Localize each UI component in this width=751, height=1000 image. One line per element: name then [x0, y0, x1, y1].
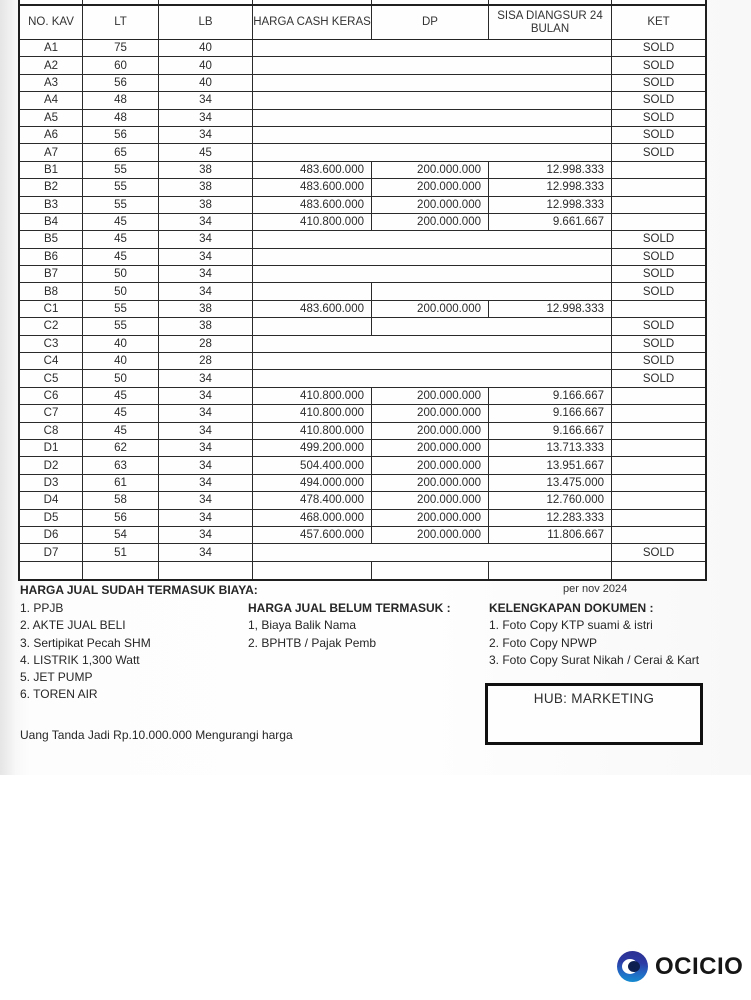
cell-merged-empty — [253, 40, 612, 56]
table-row — [20, 492, 705, 509]
cell-sisa: 9.661.667 — [489, 214, 612, 230]
cell-harga: 504.400.000 — [253, 457, 372, 473]
table-row — [20, 475, 705, 492]
cell-harga: 483.600.000 — [253, 197, 372, 213]
cell-lt: 40 — [83, 336, 159, 352]
cell-ket — [612, 162, 705, 178]
cell-lt — [83, 562, 159, 579]
cell-merged-empty — [253, 127, 612, 143]
cell-lb: 28 — [159, 336, 253, 352]
cell-lt: 56 — [83, 127, 159, 143]
cell-lb: 38 — [159, 197, 253, 213]
cell-kav: D1 — [20, 440, 83, 456]
cell-harga: 410.800.000 — [253, 214, 372, 230]
table-row — [20, 440, 705, 457]
cell-ket: SOLD — [642, 42, 675, 55]
cell-harga: 483.600.000 — [253, 162, 372, 178]
cell-ket — [612, 562, 705, 579]
documents-item: 2. Foto Copy NPWP — [489, 635, 598, 650]
cell-kav: B3 — [20, 197, 83, 213]
column-header-kav: NO. KAV — [20, 6, 83, 39]
table-row — [20, 457, 705, 474]
cell-ket: SOLD — [642, 59, 675, 72]
cell-sisa: 12.283.333 — [489, 510, 612, 526]
deposit-note: Uang Tanda Jadi Rp.10.000.000 Mengurangi harga — [20, 728, 293, 742]
cell-lt: 58 — [83, 492, 159, 508]
included-item: 6. TOREN AIR — [20, 687, 98, 702]
cell-kav: A5 — [20, 110, 83, 126]
cell-lt: 55 — [83, 179, 159, 195]
cell-ket — [612, 457, 705, 473]
cell-dp: 200.000.000 — [372, 423, 489, 439]
cell-lb: 34 — [159, 510, 253, 526]
cell-lb: 34 — [159, 544, 253, 560]
table-row — [20, 231, 705, 248]
cell-ket — [612, 510, 705, 526]
cell-lt: 45 — [83, 214, 159, 230]
cell-sisa: 12.998.333 — [489, 162, 612, 178]
cell-kav: D2 — [20, 457, 83, 473]
cell-ket — [612, 197, 705, 213]
cell-lt: 55 — [83, 301, 159, 317]
table-row — [20, 197, 705, 214]
table-row — [20, 370, 705, 387]
documents-item: 3. Foto Copy Surat Nikah / Cerai & Kart — [489, 652, 700, 667]
price-table-body — [20, 40, 705, 579]
cell-lb: 34 — [159, 423, 253, 439]
cell-dp: 200.000.000 — [372, 527, 489, 543]
documents-item: 1. Foto Copy KTP suami & istri — [489, 618, 653, 633]
cell-lt: 55 — [83, 318, 159, 334]
cell-harga: 483.600.000 — [253, 179, 372, 195]
cell-sisa: 13.475.000 — [489, 475, 612, 491]
cell-dp: 200.000.000 — [372, 492, 489, 508]
cell-kav: C5 — [20, 370, 83, 386]
included-item: 5. JET PUMP — [20, 670, 93, 685]
cell-harga — [253, 562, 372, 579]
column-header-harga: HARGA CASH KERAS — [253, 6, 372, 39]
table-row — [20, 75, 705, 92]
cell-lt: 51 — [83, 544, 159, 560]
cell-sisa: 13.951.667 — [489, 457, 612, 473]
cell-merged-empty — [253, 231, 612, 247]
cell-harga: 410.800.000 — [253, 423, 372, 439]
cell-dp: 200.000.000 — [372, 405, 489, 421]
cell-lb: 34 — [159, 249, 253, 265]
cell-lb: 34 — [159, 475, 253, 491]
cell-kav: B1 — [20, 162, 83, 178]
cell-ket — [612, 388, 705, 404]
table-row — [20, 336, 705, 353]
cell-dp: 200.000.000 — [372, 197, 489, 213]
table-row — [20, 40, 705, 57]
documents-title: KELENGKAPAN DOKUMEN : — [489, 601, 654, 615]
cell-lt: 56 — [83, 510, 159, 526]
cell-lt: 75 — [83, 40, 159, 56]
per-date-note: per nov 2024 — [563, 583, 628, 595]
cell-kav: B7 — [20, 266, 83, 282]
cell-dp: 200.000.000 — [372, 457, 489, 473]
cell-ket — [612, 405, 705, 421]
cell-merged-empty — [253, 144, 612, 160]
cell-sisa: 12.998.333 — [489, 301, 612, 317]
cell-sisa: 12.998.333 — [489, 197, 612, 213]
cell-ket: SOLD — [642, 372, 675, 385]
cell-lt: 56 — [83, 75, 159, 91]
cell-lb: 34 — [159, 440, 253, 456]
cell-kav: A3 — [20, 75, 83, 91]
cell-merged-empty — [253, 110, 612, 126]
cell-sisa: 12.760.000 — [489, 492, 612, 508]
excluded-item: 2. BPHTB / Pajak Pemb — [248, 635, 377, 650]
cell-harga: 483.600.000 — [253, 301, 372, 317]
excluded-item: 1, Biaya Balik Nama — [248, 618, 357, 633]
cell-lt: 55 — [83, 162, 159, 178]
cell-harga — [253, 318, 372, 334]
cell-merged-empty — [253, 75, 612, 91]
cell-kav: C1 — [20, 301, 83, 317]
cell-dp: 200.000.000 — [372, 510, 489, 526]
cell-sisa — [489, 562, 612, 579]
cell-lt: 50 — [83, 266, 159, 282]
table-row — [20, 318, 705, 335]
cell-ket — [612, 440, 705, 456]
cell-lt: 63 — [83, 457, 159, 473]
cell-merged-empty — [253, 57, 612, 73]
table-row — [20, 127, 705, 144]
cell-harga: 457.600.000 — [253, 527, 372, 543]
cell-lt: 65 — [83, 144, 159, 160]
cell-ket: SOLD — [642, 355, 675, 368]
cell-merged-empty — [253, 370, 612, 386]
excluded-list — [248, 600, 451, 652]
cell-lb: 34 — [159, 231, 253, 247]
cell-kav: A4 — [20, 92, 83, 108]
cell-ket: SOLD — [642, 111, 675, 124]
cell-dp: 200.000.000 — [372, 162, 489, 178]
cell-dp — [372, 562, 489, 579]
cell-dp: 200.000.000 — [372, 388, 489, 404]
table-row — [20, 283, 705, 300]
cell-lb: 34 — [159, 266, 253, 282]
cell-harga: 468.000.000 — [253, 510, 372, 526]
table-row — [20, 544, 705, 561]
cell-merged-empty — [253, 266, 612, 282]
cell-lb: 38 — [159, 179, 253, 195]
cell-kav: C6 — [20, 388, 83, 404]
table-row — [20, 301, 705, 318]
cell-lt: 40 — [83, 353, 159, 369]
hub-marketing-label: HUB: MARKETING — [533, 691, 655, 706]
cell-ket: SOLD — [642, 546, 675, 559]
cell-lt: 60 — [83, 57, 159, 73]
cell-kav: B6 — [20, 249, 83, 265]
cell-ket: SOLD — [642, 320, 675, 333]
cell-harga: 410.800.000 — [253, 405, 372, 421]
cell-lb — [159, 562, 253, 579]
table-row — [20, 249, 705, 266]
cell-lt: 54 — [83, 527, 159, 543]
cell-kav: C3 — [20, 336, 83, 352]
cell-dp: 200.000.000 — [372, 440, 489, 456]
cell-kav: D7 — [20, 544, 83, 560]
cell-lb: 34 — [159, 492, 253, 508]
cell-merged-empty — [253, 92, 612, 108]
cell-kav: B5 — [20, 231, 83, 247]
column-header-lt: LT — [83, 6, 159, 39]
cell-ket: SOLD — [642, 250, 675, 263]
cell-ket — [612, 301, 705, 317]
cell-lb: 34 — [159, 110, 253, 126]
cell-lt: 50 — [83, 370, 159, 386]
cell-sisa: 13.713.333 — [489, 440, 612, 456]
column-header-ket: KET — [647, 16, 670, 29]
cell-lb: 38 — [159, 162, 253, 178]
cell-kav: A7 — [20, 144, 83, 160]
cell-lt: 48 — [83, 110, 159, 126]
cell-dp: 200.000.000 — [372, 179, 489, 195]
cell-lb: 34 — [159, 127, 253, 143]
cell-kav: C4 — [20, 353, 83, 369]
table-row — [20, 57, 705, 74]
included-item: 4. LISTRIK 1,300 Watt — [20, 652, 140, 667]
cell-merged-empty — [253, 353, 612, 369]
table-header-row — [20, 4, 705, 40]
cell-lb: 40 — [159, 75, 253, 91]
cell-harga: 499.200.000 — [253, 440, 372, 456]
cell-lb: 34 — [159, 457, 253, 473]
cell-sisa: 11.806.667 — [489, 527, 612, 543]
cell-sisa: 12.998.333 — [489, 179, 612, 195]
price-table — [18, 0, 707, 581]
cell-ket — [612, 492, 705, 508]
cell-kav: A1 — [20, 40, 83, 56]
cell-ket: SOLD — [642, 337, 675, 350]
column-header-sisa: SISA DIANGSUR 24 BULAN — [489, 6, 612, 39]
cell-merged-empty — [372, 283, 612, 299]
included-item: 3. Sertipikat Pecah SHM — [20, 635, 151, 650]
cell-sisa: 9.166.667 — [489, 423, 612, 439]
cell-lb: 34 — [159, 370, 253, 386]
cell-lt: 45 — [83, 423, 159, 439]
cell-ket: SOLD — [642, 268, 675, 281]
ocicio-sphere-icon — [617, 951, 648, 982]
cell-ket — [612, 475, 705, 491]
cell-kav: C2 — [20, 318, 83, 334]
cell-lb: 34 — [159, 214, 253, 230]
table-row — [20, 388, 705, 405]
cell-lb: 34 — [159, 527, 253, 543]
cell-lt: 55 — [83, 197, 159, 213]
cell-kav: B8 — [20, 283, 83, 299]
cell-kav — [20, 562, 83, 579]
table-row — [20, 214, 705, 231]
cell-harga: 494.000.000 — [253, 475, 372, 491]
cell-kav: D4 — [20, 492, 83, 508]
cell-ket — [612, 423, 705, 439]
table-row — [20, 162, 705, 179]
cell-harga — [253, 283, 372, 299]
cell-merged-empty — [253, 336, 612, 352]
column-header-dp: DP — [372, 6, 489, 39]
cell-kav: A2 — [20, 57, 83, 73]
cell-ket: SOLD — [642, 233, 675, 246]
documents-list — [489, 600, 699, 669]
cell-kav: C7 — [20, 405, 83, 421]
cell-merged-empty — [253, 544, 612, 560]
cell-lt: 48 — [83, 92, 159, 108]
cell-ket: SOLD — [642, 76, 675, 89]
cell-lb: 40 — [159, 40, 253, 56]
table-row — [20, 92, 705, 109]
cell-kav: D6 — [20, 527, 83, 543]
cell-kav: B2 — [20, 179, 83, 195]
hub-marketing-box — [485, 683, 703, 745]
included-item: 2. AKTE JUAL BELI — [20, 618, 126, 633]
cell-dp: 200.000.000 — [372, 214, 489, 230]
cell-kav: D3 — [20, 475, 83, 491]
cell-lt: 45 — [83, 231, 159, 247]
table-row — [20, 510, 705, 527]
cell-dp: 200.000.000 — [372, 475, 489, 491]
cell-lb: 45 — [159, 144, 253, 160]
cell-ket: SOLD — [642, 146, 675, 159]
included-list — [20, 600, 151, 704]
cell-lb: 34 — [159, 283, 253, 299]
cell-lb: 40 — [159, 57, 253, 73]
cell-lb: 34 — [159, 388, 253, 404]
cell-kav: A6 — [20, 127, 83, 143]
cell-lt: 45 — [83, 388, 159, 404]
cell-dp: 200.000.000 — [372, 301, 489, 317]
included-item: 1. PPJB — [20, 601, 64, 615]
cell-lb: 34 — [159, 405, 253, 421]
cell-lt: 45 — [83, 249, 159, 265]
cell-kav: C8 — [20, 423, 83, 439]
ocicio-logo — [617, 951, 743, 982]
excluded-title: HARGA JUAL BELUM TERMASUK : — [248, 601, 451, 615]
cell-kav: B4 — [20, 214, 83, 230]
cell-lb: 38 — [159, 301, 253, 317]
cell-lt: 45 — [83, 405, 159, 421]
table-row — [20, 527, 705, 544]
table-row — [20, 144, 705, 161]
cell-sisa: 9.166.667 — [489, 388, 612, 404]
cell-lb: 38 — [159, 318, 253, 334]
table-row — [20, 405, 705, 422]
cell-ket: SOLD — [642, 285, 675, 298]
included-title: HARGA JUAL SUDAH TERMASUK BIAYA: — [20, 583, 258, 597]
cell-ket — [612, 179, 705, 195]
cell-ket — [612, 527, 705, 543]
cell-harga: 410.800.000 — [253, 388, 372, 404]
cell-merged-empty — [372, 318, 612, 334]
cell-harga: 478.400.000 — [253, 492, 372, 508]
table-row — [20, 562, 705, 579]
table-row — [20, 179, 705, 196]
table-row — [20, 110, 705, 127]
cell-lt: 62 — [83, 440, 159, 456]
cell-ket: SOLD — [642, 129, 675, 142]
cell-sisa: 9.166.667 — [489, 405, 612, 421]
cell-kav: D5 — [20, 510, 83, 526]
ocicio-logo-text: OCICIO — [655, 953, 744, 980]
table-row — [20, 353, 705, 370]
column-header-lb: LB — [159, 6, 253, 39]
cell-lt: 61 — [83, 475, 159, 491]
cell-lb: 34 — [159, 92, 253, 108]
cell-lt: 50 — [83, 283, 159, 299]
table-row — [20, 423, 705, 440]
cell-ket — [612, 214, 705, 230]
cell-ket: SOLD — [642, 94, 675, 107]
table-row — [20, 266, 705, 283]
cell-merged-empty — [253, 249, 612, 265]
cell-lb: 28 — [159, 353, 253, 369]
table-top-stub — [20, 0, 705, 4]
